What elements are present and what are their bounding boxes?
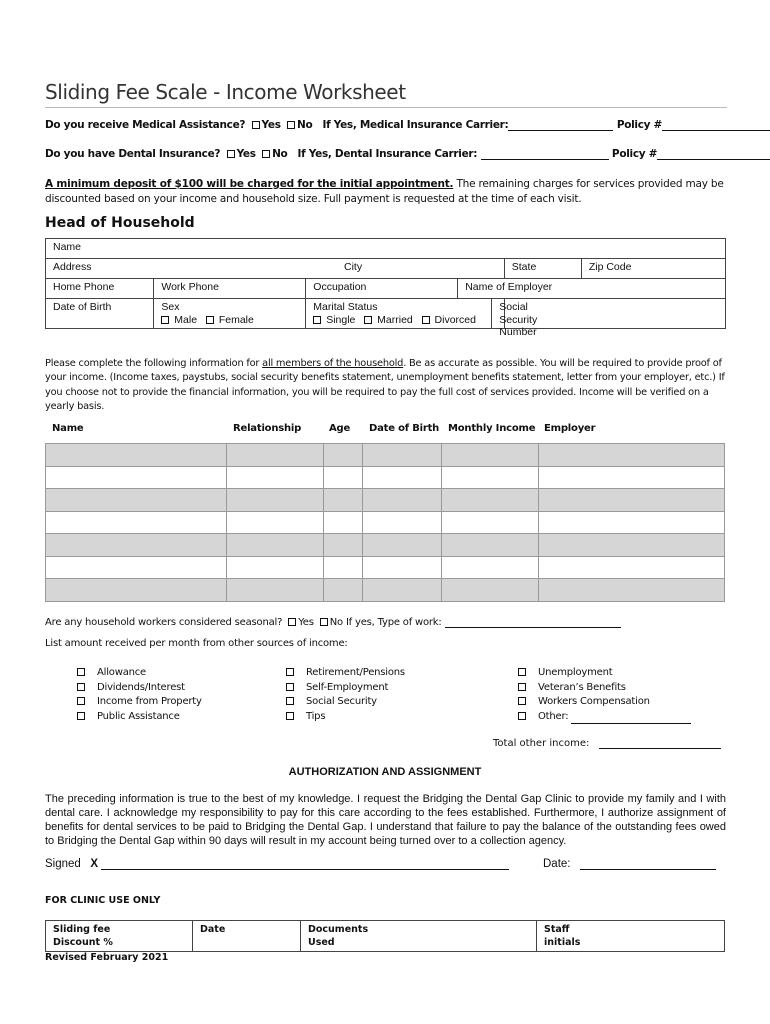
member-cell[interactable] xyxy=(227,489,324,512)
seasonal-no-label: No xyxy=(329,617,343,628)
source-label: Allowance xyxy=(97,667,147,678)
col-header-age: Age xyxy=(329,423,351,434)
signature-x: X xyxy=(90,858,99,870)
marital-single-checkbox[interactable] xyxy=(313,316,321,324)
hoh-zip-label: Zip Code xyxy=(588,261,632,273)
seasonal-question xyxy=(45,617,621,628)
member-cell[interactable] xyxy=(324,579,363,602)
member-cell[interactable] xyxy=(46,556,227,579)
head-of-household-heading: Head of Household xyxy=(45,215,195,231)
signature-date xyxy=(543,858,716,870)
col-header-monthly-income: Monthly Income xyxy=(448,423,536,434)
source-checkbox[interactable] xyxy=(518,668,526,676)
clinic-used-label: Used xyxy=(308,937,335,948)
member-cell[interactable] xyxy=(442,444,539,467)
source-item[interactable] xyxy=(518,695,691,710)
medical-assistance-question xyxy=(45,119,770,131)
marital-married-label: Married xyxy=(377,313,413,326)
hoh-sex-cell xyxy=(154,299,306,329)
member-cell[interactable] xyxy=(363,489,442,512)
member-cell[interactable] xyxy=(46,489,227,512)
member-cell[interactable] xyxy=(324,466,363,489)
clinic-sliding-fee-label: Sliding fee xyxy=(53,924,111,935)
source-checkbox[interactable] xyxy=(286,668,294,676)
hoh-address-label: Address xyxy=(53,261,92,273)
member-cell[interactable] xyxy=(363,466,442,489)
income-sources-col1 xyxy=(77,666,202,724)
source-item[interactable] xyxy=(286,681,405,696)
marital-married-checkbox[interactable] xyxy=(364,316,372,324)
dental-carrier-field[interactable] xyxy=(481,149,609,160)
member-cell[interactable] xyxy=(324,489,363,512)
date-label: Date: xyxy=(543,858,571,870)
authorization-text: The preceding information is true to the best of my knowledge. I request the Bridging the Dental Gap Clinic to provide my family and I with dental care. I acknowledge my responsibility to pay for this care according to the fees established. Furthermore, I authorize assignment of benefits for dental services to be paid to Bridging the Dental Gap. I understand that failure to pay the balance of the outstanding fees owed to Bridging the Dental Gap within 90 days will result in my account being turned over to a collection agency. xyxy=(45,793,726,847)
clinic-date-label: Date xyxy=(200,924,226,935)
member-cell[interactable] xyxy=(324,534,363,557)
table-row xyxy=(46,534,725,557)
hoh-state-label: State xyxy=(511,261,537,273)
source-checkbox[interactable] xyxy=(77,668,85,676)
clinic-use-heading: FOR CLINIC USE ONLY xyxy=(45,895,161,906)
sex-male-checkbox[interactable] xyxy=(161,316,169,324)
source-label: Tips xyxy=(306,710,326,722)
hoh-ssn-label: Social Security Number xyxy=(499,301,538,338)
medical-question-text: Do you receive Medical Assistance? xyxy=(45,119,246,131)
member-cell[interactable] xyxy=(442,466,539,489)
hoh-dob-label: Date of Birth xyxy=(53,301,112,313)
source-label: Public Assistance xyxy=(97,710,180,722)
source-checkbox[interactable] xyxy=(518,712,526,720)
head-of-household-table xyxy=(45,238,726,338)
hoh-ssn-cell[interactable] xyxy=(504,299,725,329)
member-cell[interactable] xyxy=(227,579,324,602)
medical-policy-label: Policy # xyxy=(616,119,663,131)
source-item[interactable] xyxy=(518,681,691,696)
source-item[interactable] xyxy=(286,710,405,725)
dental-no-checkbox[interactable] xyxy=(262,150,270,158)
col-header-dob: Date of Birth xyxy=(369,423,440,434)
medical-no-label: No xyxy=(297,119,313,131)
dental-policy-label: Policy # xyxy=(611,148,658,160)
household-instructions xyxy=(45,357,725,415)
total-other-income xyxy=(493,738,721,749)
medical-no-checkbox[interactable] xyxy=(287,121,295,129)
source-item[interactable] xyxy=(77,666,202,681)
sex-male-label: Male xyxy=(174,313,198,326)
source-label: Unemployment xyxy=(538,667,613,678)
source-checkbox[interactable] xyxy=(518,683,526,691)
total-other-label: Total other income: xyxy=(493,738,590,749)
clinic-discount-label: Discount % xyxy=(53,937,113,948)
medical-carrier-label: If Yes, Medical Insurance Carrier: xyxy=(322,119,509,131)
marital-divorced-label: Divorced xyxy=(434,313,476,326)
medical-policy-field[interactable] xyxy=(662,120,770,131)
medical-yes-checkbox[interactable] xyxy=(252,121,260,129)
member-cell[interactable] xyxy=(227,511,324,534)
hoh-occupation-cell[interactable] xyxy=(306,279,458,299)
seasonal-type-label: If yes, Type of work: xyxy=(345,617,442,628)
source-checkbox[interactable] xyxy=(77,683,85,691)
source-label: Dividends/Interest xyxy=(97,681,185,693)
col-header-name: Name xyxy=(52,423,84,434)
page-title: Sliding Fee Scale - Income Worksheet xyxy=(45,80,406,104)
dental-insurance-question xyxy=(45,148,770,160)
source-label: Other: xyxy=(538,710,569,722)
seasonal-yes-label: Yes xyxy=(298,617,314,628)
signature-field[interactable] xyxy=(101,858,509,870)
member-cell[interactable] xyxy=(363,556,442,579)
source-checkbox[interactable] xyxy=(286,712,294,720)
hoh-marital-label: Marital Status xyxy=(313,301,378,313)
member-cell[interactable] xyxy=(46,579,227,602)
table-row xyxy=(46,444,725,467)
dental-no-label: No xyxy=(272,148,288,160)
source-item[interactable] xyxy=(518,710,691,725)
source-checkbox[interactable] xyxy=(286,683,294,691)
member-cell[interactable] xyxy=(539,534,725,557)
member-cell[interactable] xyxy=(227,466,324,489)
hoh-zip-cell[interactable] xyxy=(581,259,725,279)
source-checkbox[interactable] xyxy=(77,712,85,720)
col-header-employer: Employer xyxy=(544,423,596,434)
member-cell[interactable] xyxy=(227,534,324,557)
revision-date: Revised February 2021 xyxy=(45,952,169,963)
clinic-documents-cell[interactable] xyxy=(301,921,537,952)
member-cell[interactable] xyxy=(442,556,539,579)
member-cell[interactable] xyxy=(46,444,227,467)
source-item[interactable] xyxy=(77,695,202,710)
source-label: Social Security xyxy=(306,696,377,707)
table-row xyxy=(46,489,725,512)
hoh-home-phone-label: Home Phone xyxy=(53,281,115,293)
member-cell[interactable] xyxy=(442,511,539,534)
member-cell[interactable] xyxy=(442,489,539,512)
member-cell[interactable] xyxy=(46,534,227,557)
dental-policy-field[interactable] xyxy=(657,149,770,160)
member-cell[interactable] xyxy=(363,579,442,602)
table-row xyxy=(46,556,725,579)
clinic-use-table xyxy=(45,920,725,952)
member-cell[interactable] xyxy=(442,579,539,602)
member-cell[interactable] xyxy=(363,534,442,557)
clinic-date-cell[interactable] xyxy=(193,921,301,952)
source-item[interactable] xyxy=(77,710,202,725)
title-divider xyxy=(45,107,727,108)
member-cell[interactable] xyxy=(324,444,363,467)
hoh-employer-label: Name of Employer xyxy=(465,281,553,293)
seasonal-yes-checkbox[interactable] xyxy=(288,618,296,626)
authorization-heading: AUTHORIZATION AND ASSIGNMENT xyxy=(288,766,482,778)
hoh-address-cell[interactable] xyxy=(46,259,505,279)
hoh-sex-label: Sex xyxy=(161,301,180,313)
member-cell[interactable] xyxy=(539,579,725,602)
hoh-employer-cell[interactable] xyxy=(458,279,726,299)
table-row xyxy=(46,511,725,534)
clinic-sliding-fee-cell[interactable] xyxy=(46,921,193,952)
income-sources-col2 xyxy=(286,666,405,724)
hoh-state-cell[interactable] xyxy=(504,259,581,279)
hoh-work-phone-cell[interactable] xyxy=(154,279,306,299)
hoh-city-label: City xyxy=(344,261,363,273)
clinic-staff-label: Staff xyxy=(544,924,570,935)
member-cell[interactable] xyxy=(46,466,227,489)
dental-yes-label: Yes xyxy=(236,148,256,160)
other-source-field[interactable] xyxy=(571,713,691,724)
member-cell[interactable] xyxy=(539,489,725,512)
hoh-name-label: Name xyxy=(53,241,82,253)
source-label: Self-Employment xyxy=(306,681,389,693)
source-label: Veteran’s Benefits xyxy=(538,681,626,693)
dental-question-text: Do you have Dental Insurance? xyxy=(45,148,221,160)
member-cell[interactable] xyxy=(539,466,725,489)
member-cell[interactable] xyxy=(227,556,324,579)
table-row xyxy=(46,466,725,489)
marital-divorced-checkbox[interactable] xyxy=(422,316,430,324)
deposit-rest-text: The remaining charges for services provided may be discounted based on your income and household size. Full payment is requested at the time of each visit. xyxy=(45,178,724,205)
hoh-dob-cell[interactable] xyxy=(46,299,154,329)
source-item[interactable] xyxy=(286,695,405,710)
deposit-bold-text: A minimum deposit of $100 will be charged for the initial appointment. xyxy=(45,178,454,190)
member-cell[interactable] xyxy=(227,444,324,467)
source-checkbox[interactable] xyxy=(518,697,526,705)
marital-single-label: Single xyxy=(326,313,356,326)
total-other-field[interactable] xyxy=(599,738,721,749)
marital-ssn-divider xyxy=(491,299,492,328)
member-cell[interactable] xyxy=(363,444,442,467)
dental-carrier-label: If Yes, Dental Insurance Carrier: xyxy=(297,148,478,160)
medical-yes-label: Yes xyxy=(261,119,281,131)
seasonal-type-field[interactable] xyxy=(445,617,621,628)
seasonal-question-text: Are any household workers considered seasonal? xyxy=(45,617,283,628)
source-label: Workers Compensation xyxy=(538,696,650,707)
col-header-relationship: Relationship xyxy=(233,423,302,434)
instructions-part2: . Be as accurate as possible. You will be required to provide proof of your income. (Income taxes, paystubs, social security benefits statement, unemployment benefits statement, letter from your employer, etc.) If you choose not to provide the financial information, you will be required to pay the full cost of services provided. Income will be verified on a yearly basis. xyxy=(45,358,725,413)
signature-line xyxy=(45,858,509,870)
source-label: Retirement/Pensions xyxy=(306,667,405,678)
income-sources-col3 xyxy=(518,666,691,724)
source-checkbox[interactable] xyxy=(77,697,85,705)
date-field[interactable] xyxy=(580,858,716,870)
instructions-part1: Please complete the following information for xyxy=(45,358,263,369)
other-sources-instruction: List amount received per month from other sources of income: xyxy=(45,638,348,649)
instructions-underlined: all members of the household xyxy=(262,358,404,369)
clinic-initials-label: initials xyxy=(544,937,581,948)
member-cell[interactable] xyxy=(539,444,725,467)
member-cell[interactable] xyxy=(363,511,442,534)
seasonal-no-checkbox[interactable] xyxy=(320,618,328,626)
source-label: Income from Property xyxy=(97,696,202,707)
deposit-notice xyxy=(45,177,735,207)
table-row xyxy=(46,579,725,602)
source-checkbox[interactable] xyxy=(286,697,294,705)
sex-female-checkbox[interactable] xyxy=(206,316,214,324)
source-item[interactable] xyxy=(286,666,405,681)
hoh-home-phone-cell[interactable] xyxy=(46,279,154,299)
member-cell[interactable] xyxy=(539,556,725,579)
signed-label: Signed xyxy=(45,858,81,870)
household-members-table xyxy=(45,443,725,602)
medical-carrier-field[interactable] xyxy=(508,120,613,131)
hoh-occupation-label: Occupation xyxy=(313,281,367,293)
source-item[interactable] xyxy=(518,666,691,681)
hoh-work-phone-label: Work Phone xyxy=(161,281,219,293)
hoh-marital-cell xyxy=(306,299,538,338)
member-cell[interactable] xyxy=(324,511,363,534)
member-cell[interactable] xyxy=(324,556,363,579)
source-item[interactable] xyxy=(77,681,202,696)
member-cell[interactable] xyxy=(442,534,539,557)
clinic-staff-cell[interactable] xyxy=(537,921,725,952)
sex-female-label: Female xyxy=(218,313,254,326)
clinic-documents-label: Documents xyxy=(308,924,369,935)
member-cell[interactable] xyxy=(539,511,725,534)
member-cell[interactable] xyxy=(46,511,227,534)
hoh-name-cell[interactable] xyxy=(46,239,726,259)
dental-yes-checkbox[interactable] xyxy=(227,150,235,158)
